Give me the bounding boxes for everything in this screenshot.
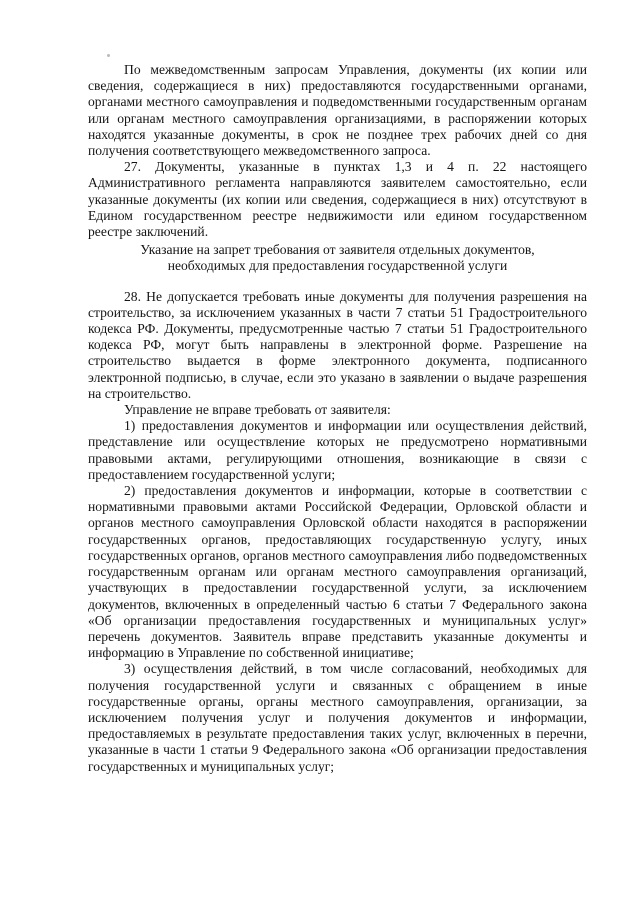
list-item-1: 1) предоставления документов и информации или осуществления действий, представление или осуществление которых не предусмотрено нормативными правовыми актами, регулирующими отношения, возникающие в связи с предоставлением государственной услуги; bbox=[88, 418, 587, 482]
section-heading-line-1: Указание на запрет требования от заявителя отдельных документов, bbox=[140, 242, 535, 258]
scan-dot bbox=[107, 54, 110, 57]
paragraph-28: 28. Не допускается требовать иные документы для получения разрешения на строительство, за исключением указанных в части 7 статьи 51 Градостроительного кодекса РФ. Документы, предусмотренные частью 7 статьи 51 Градостроительного кодекса РФ, могут быть направлены в электронной форме. Разрешение на строительство выдается в форме электронного документа, подписанного электронной подписью, в случае, если это указано в заявлении о выдаче разрешения на строительство. bbox=[88, 288, 587, 401]
section-heading-line-2: необходимых для предоставления государственной услуги bbox=[167, 258, 508, 274]
list-item-2: 2) предоставления документов и информации, которые в соответствии с нормативными правовыми актами Российской Федерации, Орловской области и органов местного самоуправления Орловской области находятся в распоряжении государственных органов, предоставляющих государственную услугу, иных государственных органов, органов местного самоуправления либо подведомственных государственным органам или органам местного самоуправления организаций, участвующих в предоставлении государственной услуги, за исключением документов, включенных в определенный частью 6 статьи 7 Федерального закона «Об организации предоставления государственных и муниципальных услуг» перечень документов. Заявитель вправе представить указанные документы и информацию в Управление по собственной инициативе; bbox=[88, 483, 587, 661]
paragraph-prohibition-intro: Управление не вправе требовать от заявителя: bbox=[124, 402, 391, 418]
section-heading bbox=[88, 242, 587, 274]
list-item-3: 3) осуществления действий, в том числе согласований, необходимых для получения государственной услуги и связанных с обращением в иные государственные органы, органы местного самоуправления, организации, за исключением получения услуг и получения документов и информации, предоставляемых в результате предоставления таких услуг, включенных в перечни, указанные в части 1 статьи 9 Федерального закона «Об организации предоставления государственных и муниципальных услуг; bbox=[88, 661, 587, 774]
spacer bbox=[88, 275, 587, 289]
paragraph-interagency-requests: По межведомственным запросам Управления, документы (их копии или сведения, содержащиеся в них) предоставляются государственными органами, органами местного самоуправления и подведомственными государственным органам или органам местного самоуправления организациями, в распоряжении которых находятся указанные документы, в срок не позднее трех рабочих дней со дня получения соответствующего межведомственного запроса. bbox=[88, 62, 587, 159]
paragraph-27: 27. Документы, указанные в пунктах 1,3 и 4 п. 22 настоящего Административного регламента направляются заявителем самостоятельно, если указанные документы (их копии или сведения, содержащиеся в них) отсутствуют в Едином государственном реестре недвижимости или едином государственном реестре заключений. bbox=[88, 159, 587, 240]
